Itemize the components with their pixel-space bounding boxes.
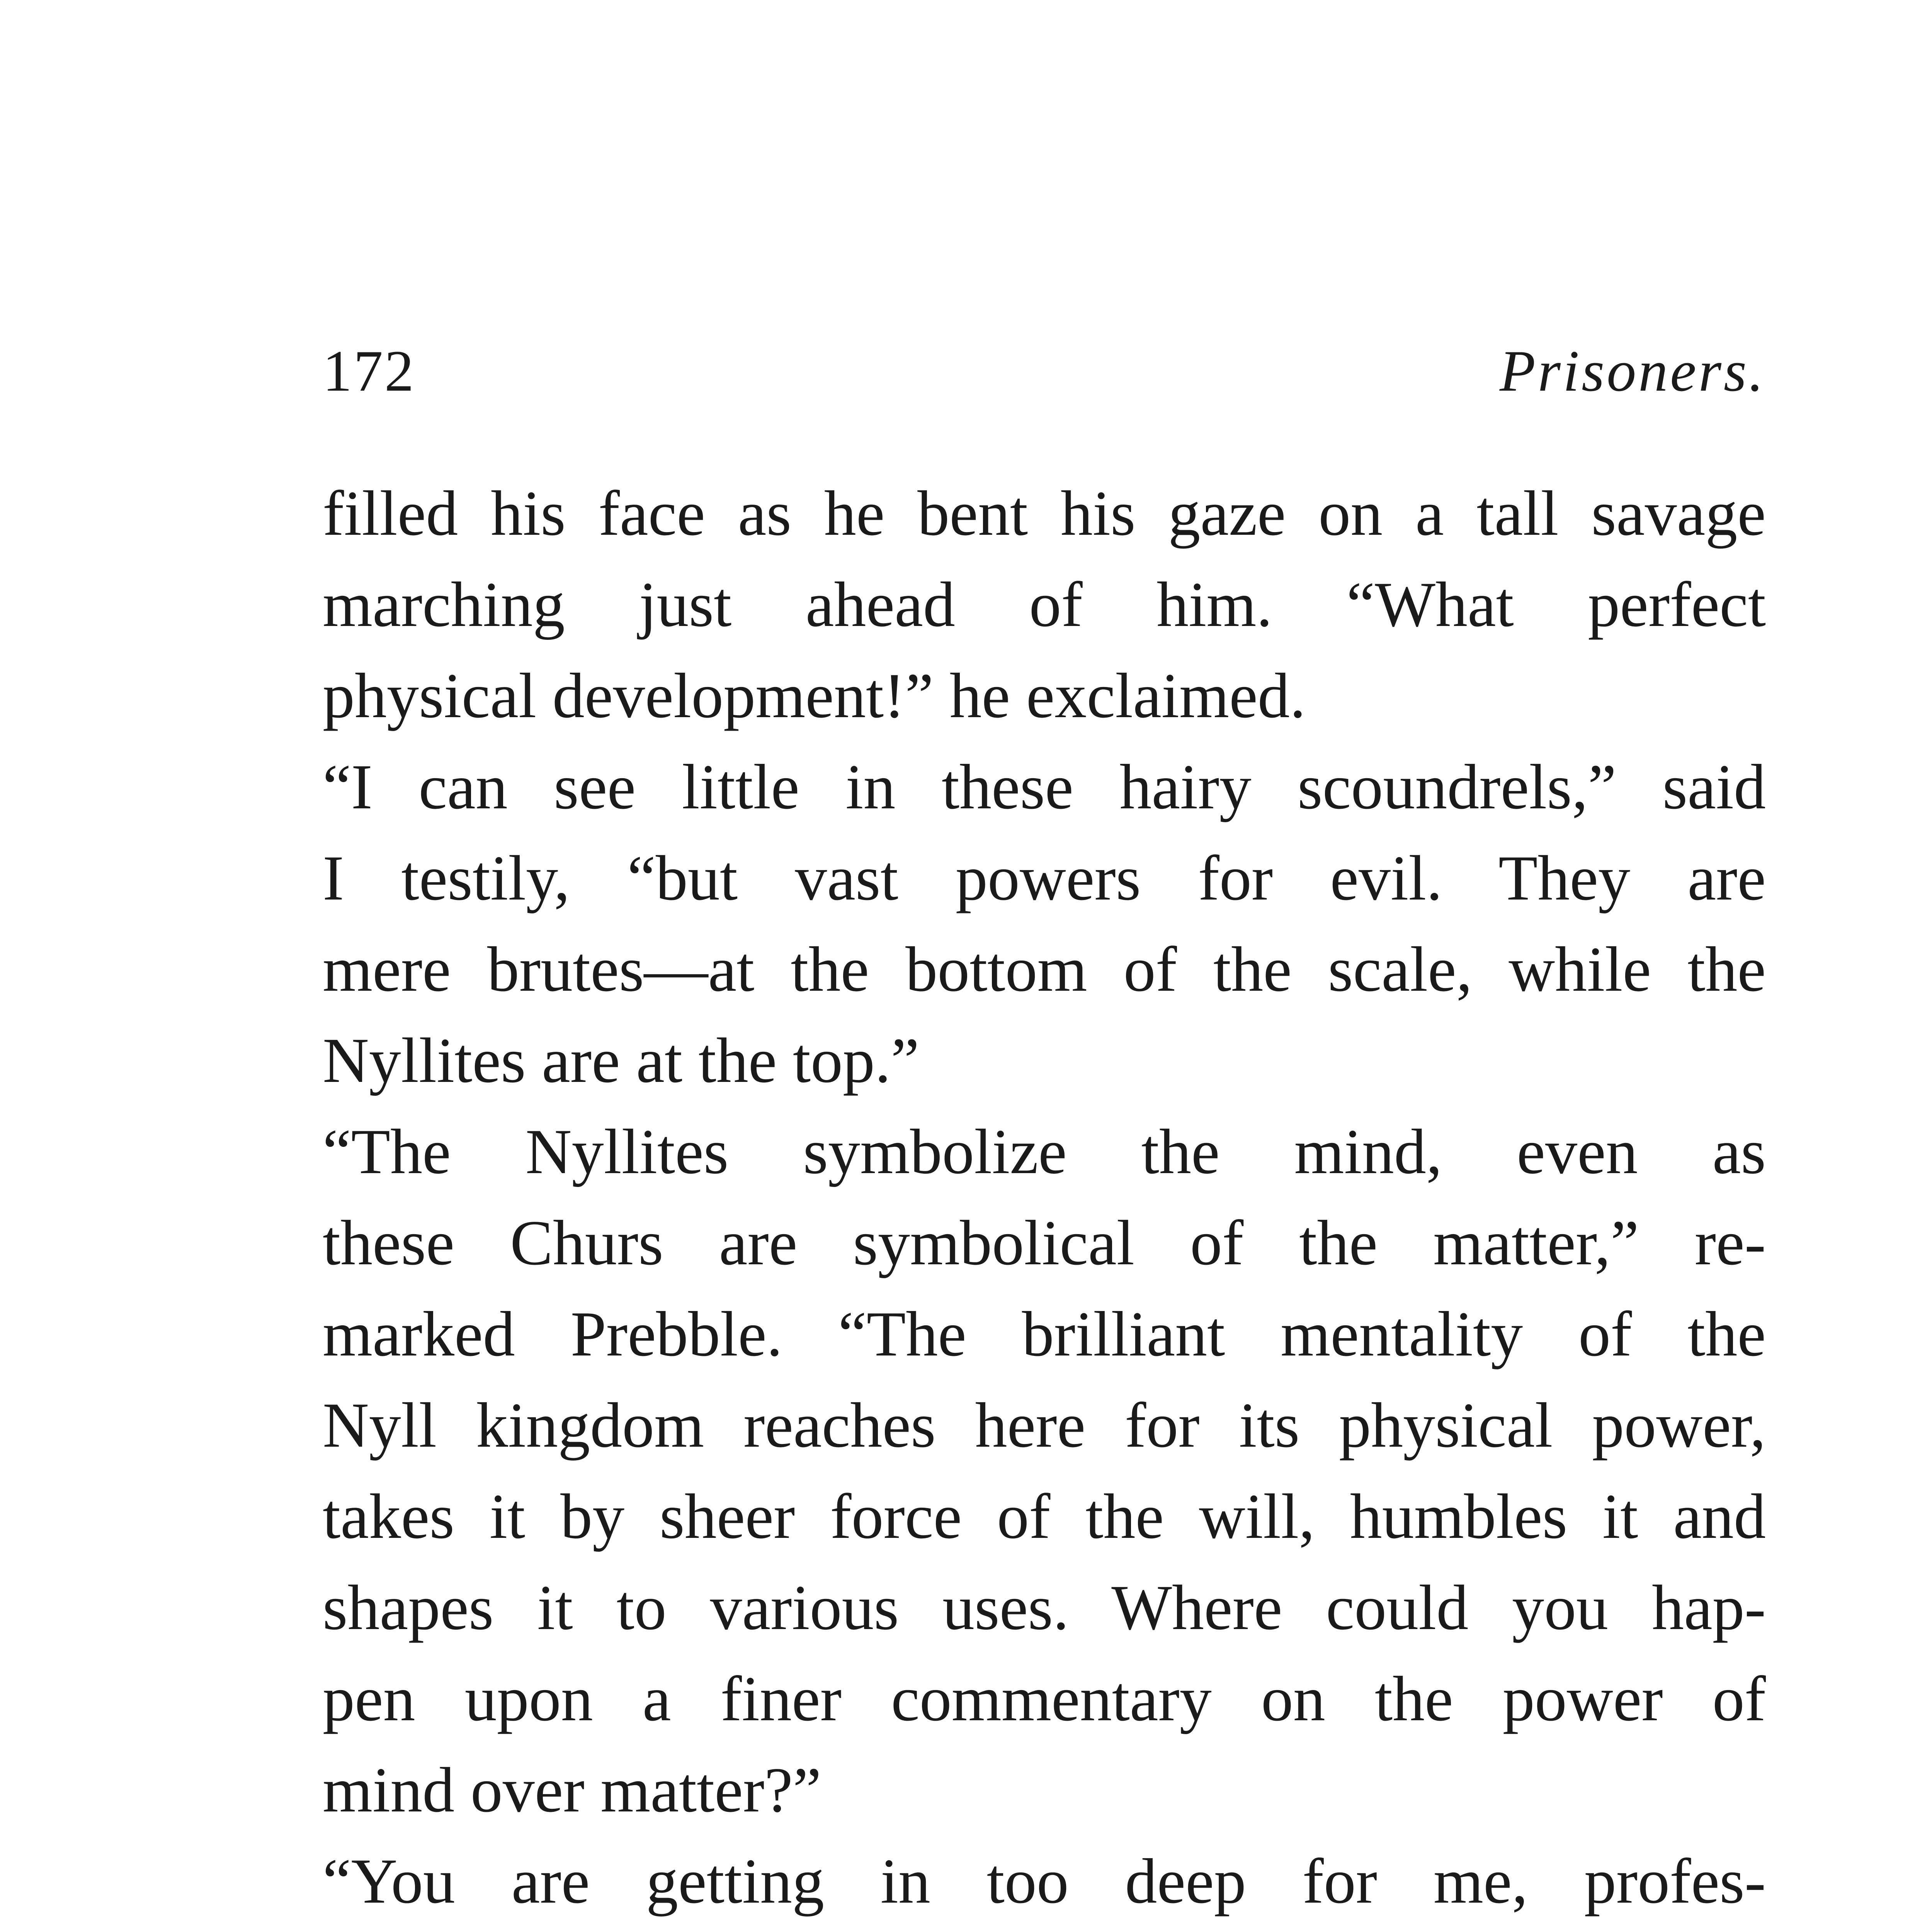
text-line: filled his face as he bent his gaze on a tall savage bbox=[323, 478, 1766, 549]
text-line: marked Prebble. “The brilliant mentality of the bbox=[323, 1298, 1766, 1369]
text-line bbox=[323, 1927, 1766, 1932]
running-head bbox=[323, 332, 1766, 410]
text-line: “The Nyllites symbolize the mind, even as bbox=[323, 1116, 1766, 1187]
text-line: physical development!” he exclaimed. bbox=[323, 660, 1306, 731]
text-line: takes it by sheer force of the will, humbles it and bbox=[323, 1481, 1766, 1552]
text-line: pen upon a finer commentary on the power of bbox=[323, 1663, 1766, 1734]
text-line: mere brutes—at the bottom of the scale, while the bbox=[323, 934, 1766, 1005]
text-line: I testily, “but vast powers for evil. They are bbox=[323, 842, 1766, 913]
text-line: marching just ahead of him. “What perfect bbox=[323, 569, 1766, 640]
text-line: shapes it to various uses. Where could you hap- bbox=[323, 1572, 1766, 1643]
text-line: Nyllites are at the top.” bbox=[323, 1025, 920, 1096]
text-line: these Churs are symbolical of the matter,” re- bbox=[323, 1207, 1766, 1278]
running-title: Prisoners. bbox=[1499, 338, 1766, 403]
text-line: “I can see little in these hairy scoundrels,” said bbox=[323, 751, 1766, 822]
page-number: 172 bbox=[323, 338, 415, 403]
text-line: mind over matter?” bbox=[323, 1754, 821, 1825]
body-text bbox=[323, 468, 1766, 1932]
text-line: Nyll kingdom reaches here for its physical power, bbox=[323, 1389, 1766, 1461]
text-line: “You are getting in too deep for me, profes- bbox=[323, 1845, 1766, 1917]
